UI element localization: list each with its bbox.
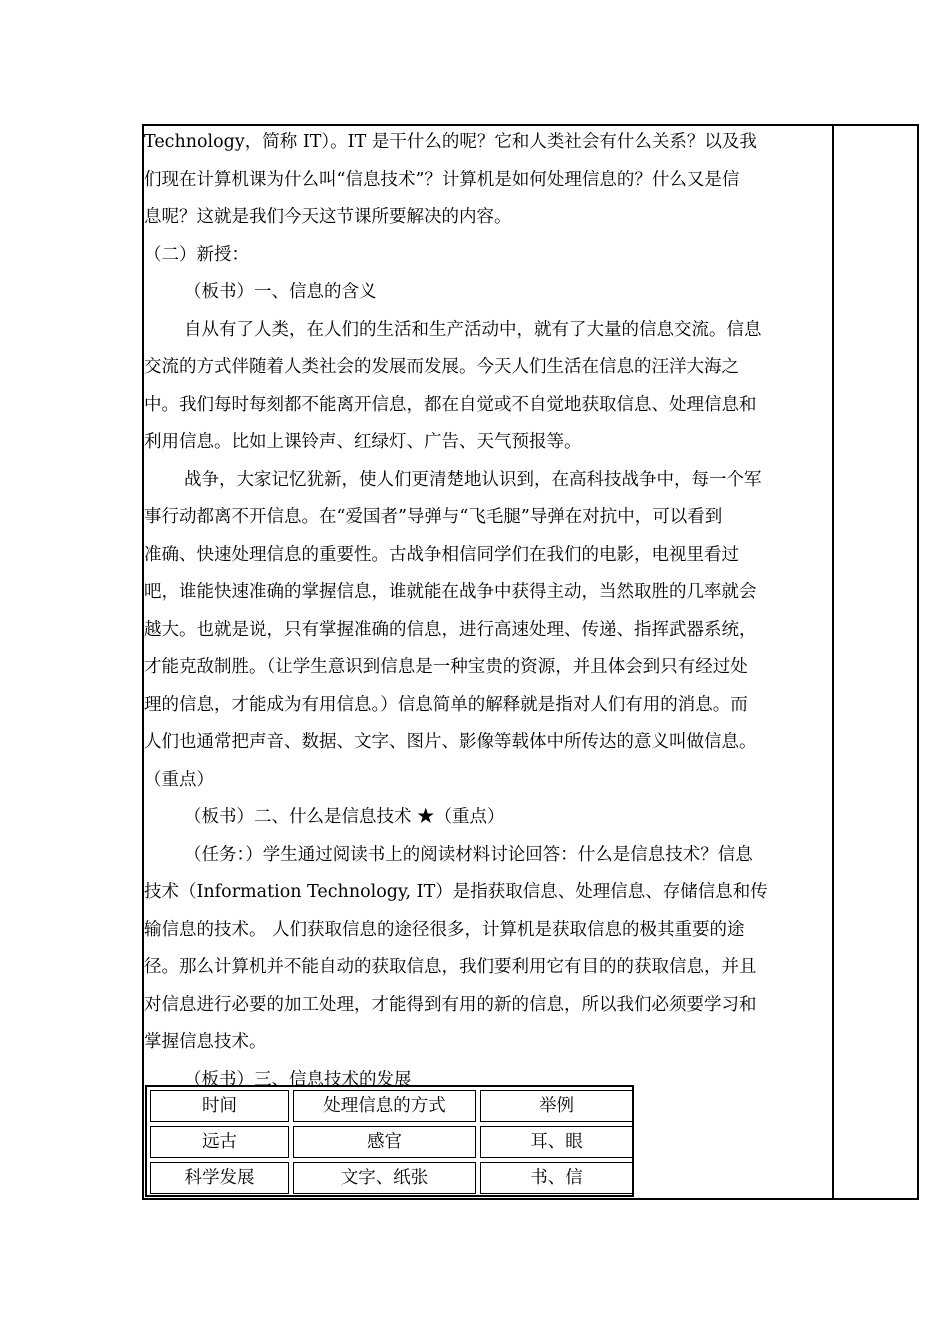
text-line: 自从有了人类，在人们的生活和生产活动中，就有了大量的信息交流。信息: [184, 319, 762, 340]
table-cell: 书、信: [480, 1162, 633, 1194]
text-line: （任务：）学生通过阅读书上的阅读材料讨论回答：什么是信息技术？信息: [184, 844, 753, 865]
text-line: 对信息进行必要的加工处理，才能得到有用的新的信息，所以我们必须要学习和: [144, 994, 757, 1015]
text-line: （板书）三、信息技术的发展: [184, 1069, 412, 1090]
text-line: 掌握信息技术。: [144, 1032, 267, 1052]
text-line: 人们也通常把声音、数据、文字、图片、影像等载体中所传达的意义叫做信息。: [144, 732, 757, 752]
text-line: 吧，谁能快速准确的掌握信息，谁就能在战争中获得主动，当然取胜的几率就会: [144, 582, 757, 602]
text-line: 技术（Information Technology, IT）是指获取信息、处理信息、存储信息和传: [144, 882, 768, 902]
table-header-cell: 时间: [150, 1090, 289, 1122]
lesson-content: [144, 124, 830, 1099]
table-header-cell: 举例: [480, 1090, 633, 1122]
text-line: 输信息的技术。 人们获取信息的途径很多，计算机是获取信息的极其重要的途: [144, 919, 745, 940]
text-line: （板书）一、信息的含义: [184, 282, 377, 302]
text-line: 息呢？这就是我们今天这节课所要解决的内容。: [144, 207, 512, 227]
text-line: 径。那么计算机并不能自动的获取信息，我们要利用它有目的的获取信息，并且: [144, 957, 757, 977]
table-cell: 耳、眼: [480, 1126, 633, 1158]
text-line: 准确、快速处理信息的重要性。古战争相信同学们在我们的电影，电视里看过: [144, 544, 739, 565]
table-cell: 文字、纸张: [293, 1162, 476, 1194]
lesson-table-column-divider: [832, 124, 834, 1200]
text-line: 事行动都离不开信息。在“爱国者”导弹与“飞毛腿”导弹在对抗中，可以看到: [144, 507, 723, 527]
text-line: 利用信息。比如上课铃声、红绿灯、广告、天气预报等。: [144, 432, 582, 452]
table-header-cell: 处理信息的方式: [293, 1090, 476, 1122]
text-line: （重点）: [144, 769, 214, 790]
text-line: Technology，简称 IT）。IT 是干什么的呢？它和人类社会有什么关系？以及我: [144, 132, 757, 152]
text-line: 们现在计算机课为什么叫“信息技术”？计算机是如何处理信息的？什么又是信: [144, 169, 740, 190]
info-tech-history-table: [145, 1085, 634, 1197]
text-line: （板书）二、什么是信息技术 ★（重点）: [184, 807, 505, 827]
text-line: 越大。也就是说，只有掌握准确的信息，进行高速处理、传递、指挥武器系统，: [144, 619, 757, 640]
table-cell: 远古: [150, 1126, 289, 1158]
table-cell: 感官: [293, 1126, 476, 1158]
table-cell: 科学发展: [150, 1162, 289, 1194]
text-line: （二）新授：: [144, 244, 249, 265]
text-line: 理的信息，才能成为有用信息。）信息简单的解释就是指对人们有用的消息。而: [144, 694, 748, 715]
text-line: 才能克敌制胜。（让学生意识到信息是一种宝贵的资源，并且体会到只有经过处: [144, 657, 748, 677]
text-line: 中。我们每时每刻都不能离开信息，都在自觉或不自觉地获取信息、处理信息和: [144, 394, 757, 415]
text-line: 战争，大家记忆犹新，使人们更清楚地认识到，在高科技战争中，每一个军: [184, 469, 762, 490]
text-line: 交流的方式伴随着人类社会的发展而发展。今天人们生活在信息的汪洋大海之: [144, 357, 739, 377]
